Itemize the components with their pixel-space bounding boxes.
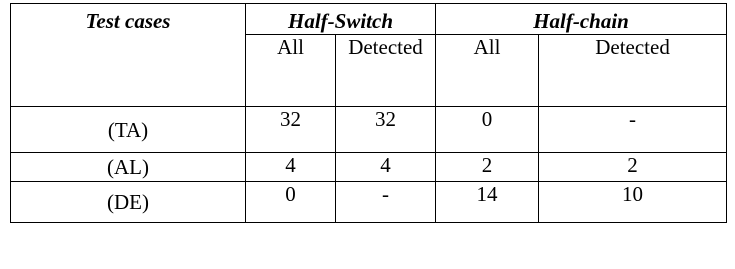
cell-half-chain-detected: 2: [539, 153, 727, 182]
cell-half-switch-all: 0: [246, 182, 336, 223]
cell-half-chain-all: 0: [436, 107, 539, 153]
subheader-half-switch-all: All: [246, 35, 336, 107]
cell-half-switch-detected: 32: [336, 107, 436, 153]
table-row: [11, 107, 727, 153]
row-label: (DE): [11, 182, 246, 223]
table-row: [11, 153, 727, 182]
header-half-chain: Half-chain: [436, 4, 727, 35]
row-label: (AL): [11, 153, 246, 182]
row-label: (TA): [11, 107, 246, 153]
header-half-switch: Half-Switch: [246, 4, 436, 35]
subheader-half-switch-detected: Detected: [336, 35, 436, 107]
cell-half-switch-detected: 4: [336, 153, 436, 182]
cell-half-chain-detected: -: [539, 107, 727, 153]
table-row: [11, 182, 727, 223]
cell-half-switch-all: 32: [246, 107, 336, 153]
header-test-cases: Test cases: [11, 4, 246, 107]
cell-half-chain-all: 14: [436, 182, 539, 223]
cell-half-chain-all: 2: [436, 153, 539, 182]
cell-half-chain-detected: 10: [539, 182, 727, 223]
cell-half-switch-detected: -: [336, 182, 436, 223]
subheader-half-chain-all: All: [436, 35, 539, 107]
subheader-half-chain-detected: Detected: [539, 35, 727, 107]
cell-half-switch-all: 4: [246, 153, 336, 182]
results-table: [10, 3, 727, 223]
